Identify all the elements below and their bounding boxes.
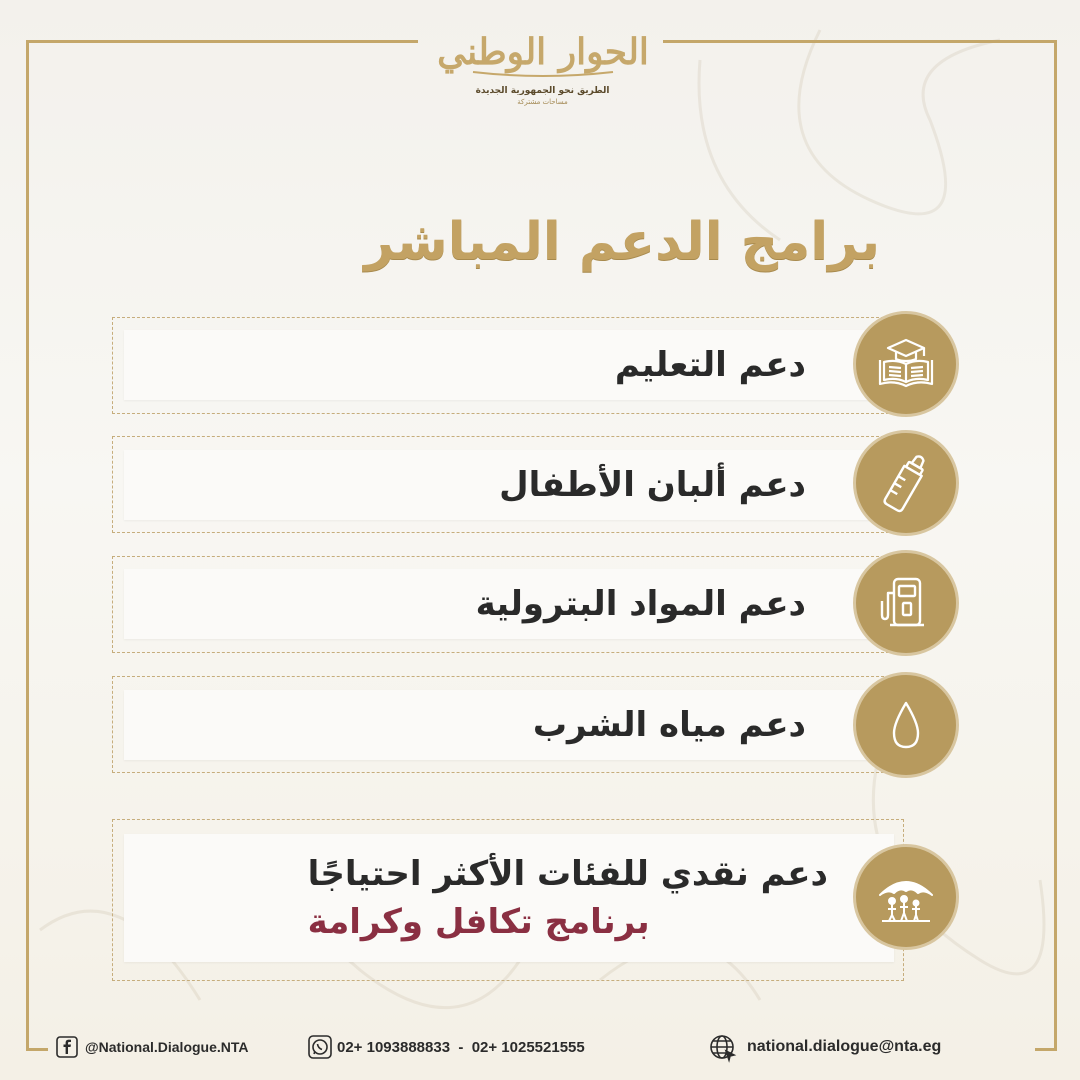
logo-calligraphy (436, 14, 649, 86)
item-label-petroleum: دعم المواد البترولية (475, 584, 806, 624)
facebook-icon (55, 1035, 79, 1059)
globe-icon (707, 1032, 737, 1062)
logo-subtitle: الطريق نحو الجمهورية الجديدة (475, 86, 610, 96)
drinking-water-icon-circle (853, 672, 959, 778)
fuel-pump-icon (874, 571, 938, 635)
frame-right-line (1054, 40, 1057, 1050)
item-label-drinking-water: دعم مياه الشرب (532, 705, 806, 745)
frame-top-right-line (663, 40, 1057, 43)
family-umbrella-icon (874, 865, 938, 929)
facebook-contact[interactable] (55, 1030, 249, 1064)
baby-bottle-icon (874, 451, 938, 515)
cash-support-text (308, 834, 828, 962)
item-card-cash-support (124, 834, 894, 962)
phone-numbers: 02+ 1093888833 - 02+ 1025521555 (337, 1038, 585, 1056)
logo-title: الحوار الوطني (436, 31, 649, 73)
phone-contact[interactable] (307, 1030, 585, 1064)
national-dialogue-logo (430, 14, 655, 106)
facebook-handle: @National.Dialogue.NTA (85, 1039, 249, 1055)
email-contact[interactable] (707, 1030, 941, 1064)
baby-milk-icon-circle (853, 430, 959, 536)
item-card-drinking-water (124, 690, 872, 760)
item-card-petroleum (124, 569, 872, 639)
page-title: برامج الدعم المباشر (364, 212, 880, 272)
footer (0, 1030, 1080, 1064)
item-label-baby-milk: دعم ألبان الأطفال (499, 465, 806, 505)
whatsapp-icon (307, 1034, 333, 1060)
petroleum-icon-circle (853, 550, 959, 656)
cash-support-line2: برنامج تكافل وكرامة (307, 902, 650, 942)
education-icon-circle (853, 311, 959, 417)
frame-left-line (26, 40, 29, 1050)
logo-tagline: مساحات مشتركة (517, 98, 568, 106)
item-card-education (124, 330, 872, 400)
cash-support-icon-circle (853, 844, 959, 950)
email-address: national.dialogue@nta.eg (747, 1038, 942, 1055)
item-label-education: دعم التعليم (614, 345, 806, 385)
education-book-icon (874, 332, 938, 396)
water-drop-icon (874, 693, 938, 757)
frame-top-left-line (26, 40, 418, 43)
cash-support-line1: دعم نقدي للفئات الأكثر احتياجًا (307, 854, 828, 894)
item-card-baby-milk (124, 450, 872, 520)
